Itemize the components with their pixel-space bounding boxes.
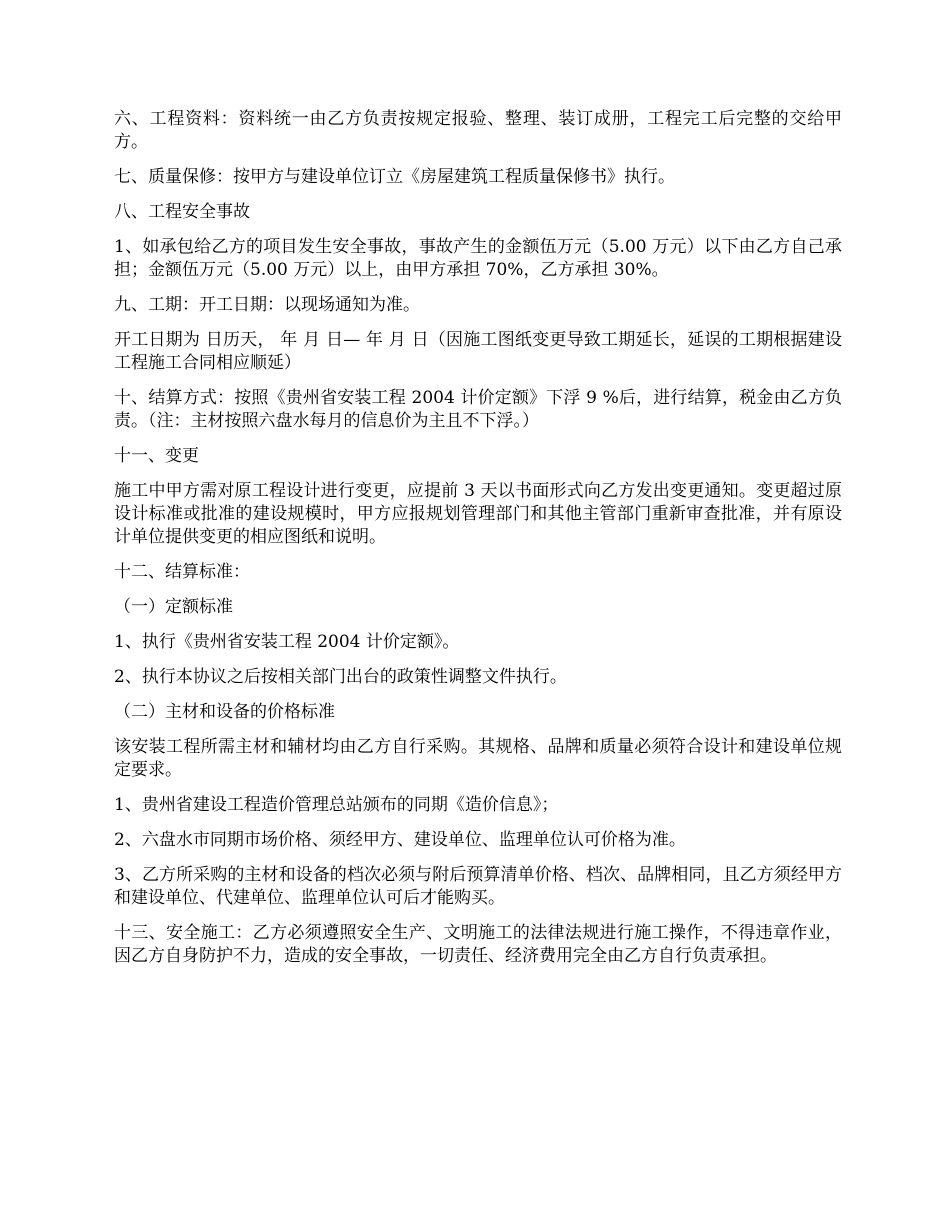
paragraph-schedule-dates: 开工日期为 日历天， 年 月 日— 年 月 日（因施工图纸变更导致工期延长，延误的工期根据建设工程施工合同相应顺延） — [114, 330, 842, 373]
document-body — [114, 108, 842, 980]
paragraph-project-materials: 六、工程资料：资料统一由乙方负责按规定报验、整理、装订成册，工程完工后完整的交给甲方。 — [114, 109, 842, 152]
paragraph-price-item-1: 1、贵州省建设工程造价管理总站颁布的同期《造价信息》； — [114, 795, 559, 815]
paragraph-safety-accident-heading: 八、工程安全事故 — [114, 202, 250, 222]
paragraph-quota-standard-heading: （一）定额标准 — [114, 597, 233, 617]
paragraph-price-standard-heading: （二）主材和设备的价格标准 — [114, 702, 335, 722]
paragraph-quality-warranty: 七、质量保修：按甲方与建设单位订立《房屋建筑工程质量保修书》执行。 — [114, 167, 675, 187]
paragraph-price-item-2: 2、六盘水市同期市场价格、须经甲方、建设单位、监理单位认可价格为准。 — [114, 830, 686, 850]
paragraph-safety-accident-liability: 1、如承包给乙方的项目发生安全事故，事故产生的金额伍万元（5.00 万元）以下由乙方自己承担；金额伍万元（5.00 万元）以上，由甲方承担 70%，乙方承担 30%。 — [114, 237, 842, 280]
paragraph-quota-item-1: 1、执行《贵州省安装工程 2004 计价定额》。 — [114, 632, 460, 652]
paragraph-procurement: 该安装工程所需主材和辅材均由乙方自行采购。其规格、品牌和质量必须符合设计和建设单位规定要求。 — [114, 737, 842, 780]
paragraph-change-heading: 十一、变更 — [114, 446, 199, 466]
paragraph-change-details: 施工中甲方需对原工程设计进行变更，应提前 3 天以书面形式向乙方发出变更通知。变更超过原设计标准或批准的建设规模时，甲方应报规划管理部门和其他主管部门重新审查批准，并有原设计单位提供变更的相应图纸和说明。 — [114, 481, 842, 547]
paragraph-safe-construction: 十三、安全施工：乙方必须遵照安全生产、文明施工的法律法规进行施工操作，不得违章作业，因乙方自身防护不力，造成的安全事故，一切责任、经济费用完全由乙方自行负责承担。 — [114, 923, 842, 966]
paragraph-quota-item-2: 2、执行本协议之后按相关部门出台的政策性调整文件执行。 — [114, 667, 567, 687]
paragraph-price-item-3: 3、乙方所采购的主材和设备的档次必须与附后预算清单价格、档次、品牌相同，且乙方须经甲方和建设单位、代建单位、监理单位认可后才能购买。 — [114, 865, 842, 908]
paragraph-settlement-standard-heading: 十二、结算标准： — [114, 562, 250, 582]
paragraph-schedule-heading: 九、工期：开工日期：以现场通知为准。 — [114, 295, 420, 315]
paragraph-settlement-method: 十、结算方式：按照《贵州省安装工程 2004 计价定额》下浮 9 %后，进行结算，税金由乙方负责。（注：主材按照六盘水每月的信息价为主且不下浮。） — [114, 388, 842, 431]
